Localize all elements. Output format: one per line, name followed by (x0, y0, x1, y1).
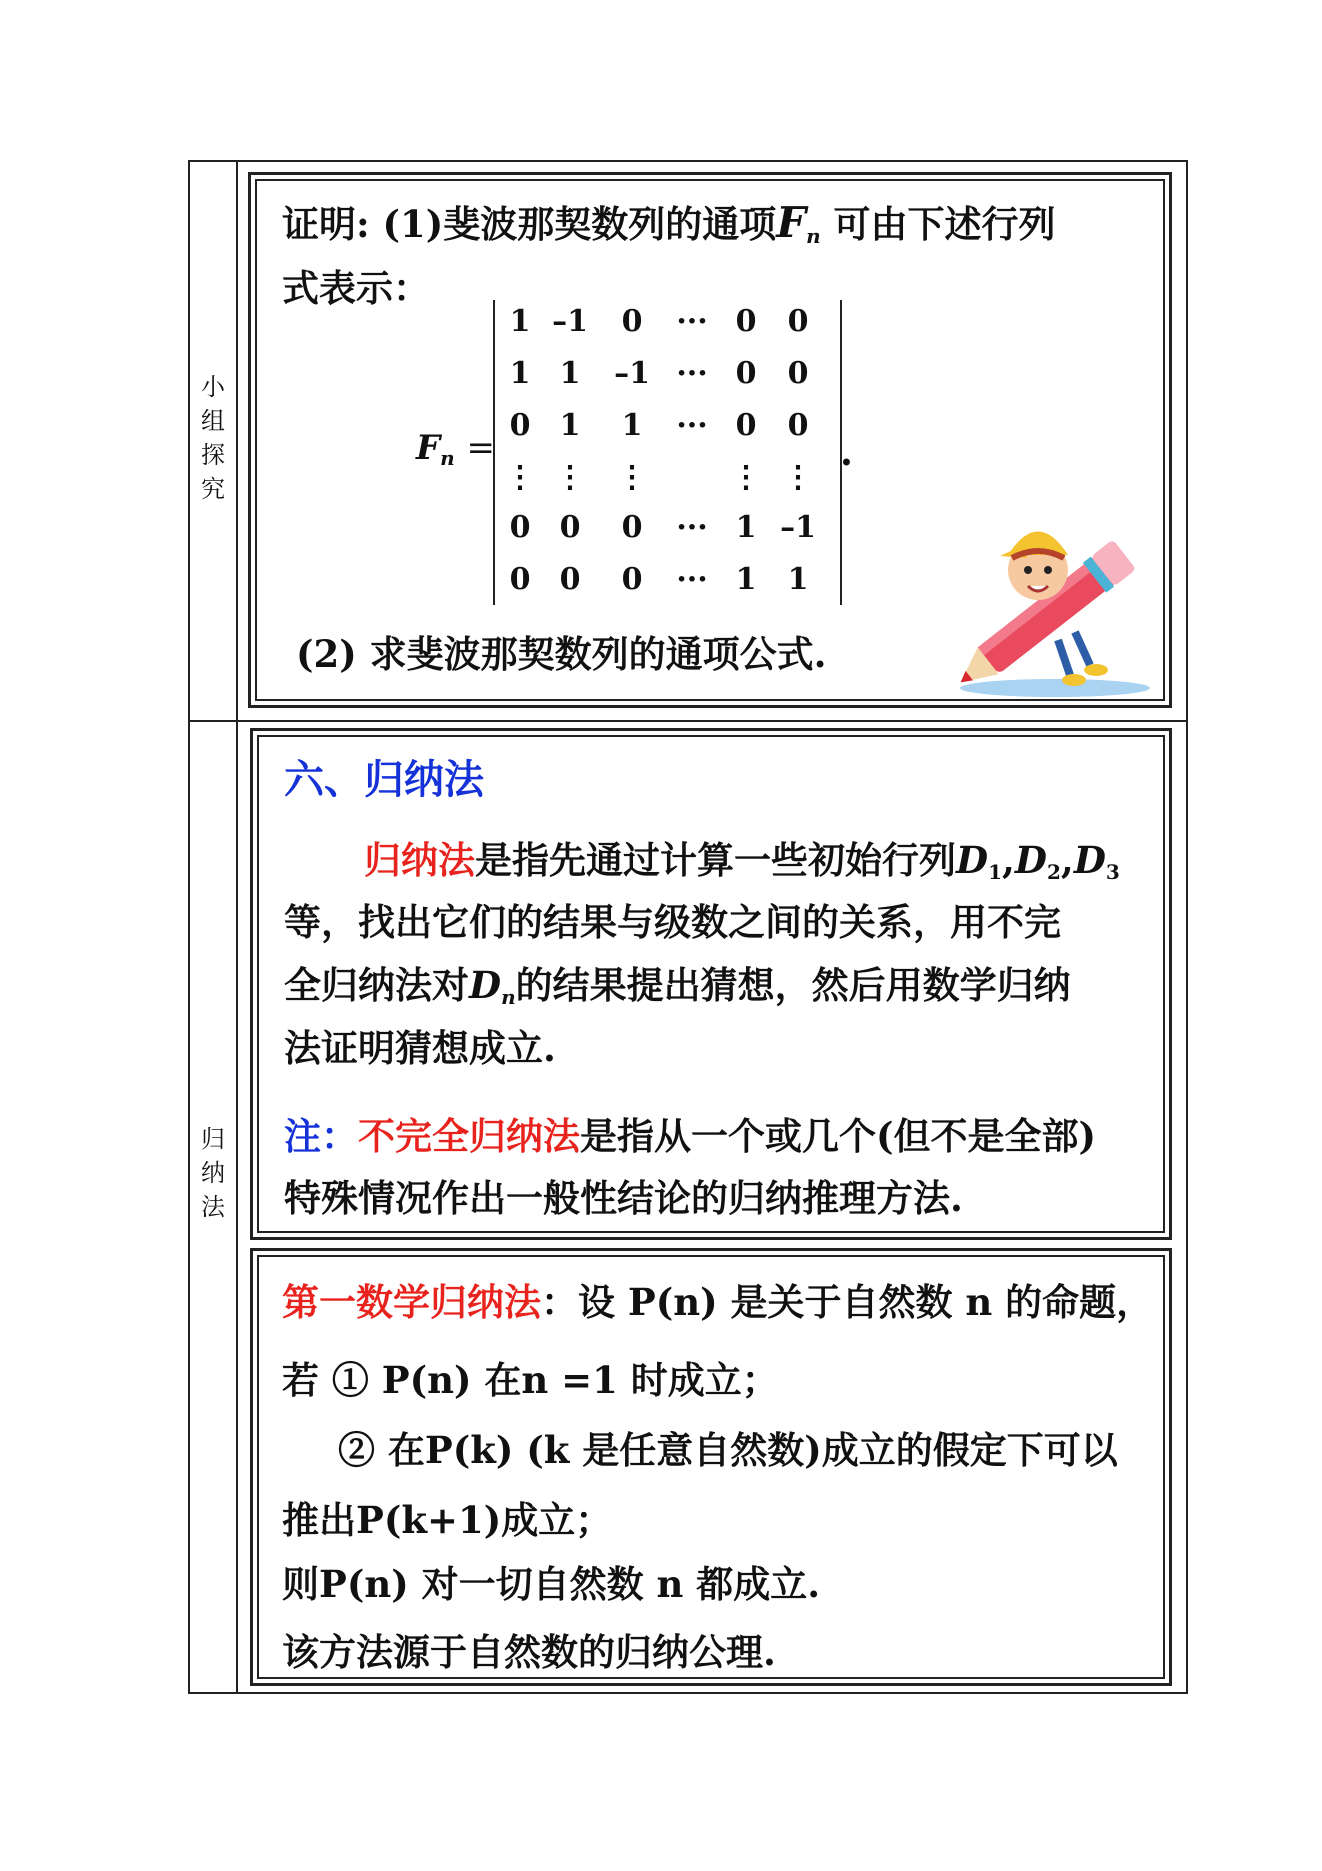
matrix-cell: 1 (735, 510, 757, 545)
induction-note-line1: 注：不完全归纳法是指从一个或几个(但不是全部) (284, 1114, 1097, 1158)
proof-line2: 式表示： (282, 266, 430, 310)
label-column (190, 722, 238, 1692)
matrix-cell: ⋮ (555, 460, 585, 495)
induction-para-line2: 等，找出它们的结果与级数之间的关系，用不完 (284, 900, 1061, 944)
matrix-cell: 0 (509, 562, 531, 597)
matrix-cell: ⋮ (505, 460, 535, 495)
label-group-explore: 小 组 探 究 (201, 373, 225, 503)
matrix-cell: 1 (559, 408, 581, 443)
matrix-cell: ··· (676, 408, 708, 443)
determinant-lhs: $F_n$ = (416, 428, 496, 470)
matrix-cell: 0 (735, 356, 757, 391)
matrix-cell: ··· (676, 510, 708, 545)
matrix-cell: 0 (559, 562, 581, 597)
matrix-cell: ⋮ (783, 460, 813, 495)
matrix-cell: 0 (621, 510, 643, 545)
matrix-cell: ⋮ (617, 460, 647, 495)
first-induction-line6: 该方法源于自然数的归纳公理. (282, 1630, 776, 1674)
matrix-cell: 1 (509, 356, 531, 391)
matrix-cell: 0 (735, 408, 757, 443)
matrix-cell: ··· (676, 356, 708, 391)
matrix-cell: –1 (614, 356, 650, 391)
proof-line3: (2) 求斐波那契数列的通项公式. (296, 632, 827, 676)
matrix-cell: 1 (559, 356, 581, 391)
first-induction-line4: 推出P(k+1)成立； (282, 1498, 613, 1542)
first-induction-line3: ② 在P(k) (k 是任意自然数)成立的假定下可以 (338, 1428, 1118, 1472)
matrix-cell: 1 (509, 304, 531, 339)
label-induction: 归 纳 法 (201, 1125, 225, 1221)
matrix-cell: 1 (735, 562, 757, 597)
matrix-cell: 0 (735, 304, 757, 339)
matrix-cell: ··· (676, 304, 708, 339)
first-induction-line2: 若 ① P(n) 在n =1 时成立； (282, 1358, 779, 1402)
matrix-cell: 0 (559, 510, 581, 545)
proof-line1: 证明: (1)斐波那契数列的通项$F_n$ 可由下述行列 (282, 198, 1056, 248)
matrix-cell: 1 (621, 408, 643, 443)
determinant (493, 300, 842, 605)
matrix-cell: –1 (552, 304, 588, 339)
determinant-period: . (840, 430, 853, 474)
induction-para-line1: 归纳法是指先通过计算一些初始行列$D_1,D_2,D_3$ (364, 838, 1120, 884)
matrix-cell: 0 (787, 356, 809, 391)
induction-note-line2: 特殊情况作出一般性结论的归纳推理方法. (284, 1176, 963, 1220)
matrix-cell: –1 (780, 510, 816, 545)
cartoon-boy-pencil-illustration (930, 500, 1160, 700)
induction-para-line3: 全归纳法对$D_n$的结果提出猜想，然后用数学归纳 (284, 963, 1071, 1009)
matrix-cell: 1 (787, 562, 809, 597)
matrix-cell: 0 (787, 304, 809, 339)
matrix-cell: 0 (621, 562, 643, 597)
matrix-cell: 0 (621, 304, 643, 339)
matrix-cell: ⋮ (731, 460, 761, 495)
label-column (190, 162, 238, 720)
matrix-cell: 0 (787, 408, 809, 443)
matrix-cell: 0 (509, 510, 531, 545)
matrix-cell: ··· (676, 562, 708, 597)
matrix-cell: 0 (509, 408, 531, 443)
induction-para-line4: 法证明猜想成立. (284, 1026, 556, 1070)
first-induction-line5: 则P(n) 对一切自然数 n 都成立. (282, 1562, 821, 1606)
first-induction-line1: 第一数学归纳法：设 P(n) 是关于自然数 n 的命题， (282, 1280, 1154, 1324)
induction-heading: 六、归纳法 (284, 756, 484, 803)
